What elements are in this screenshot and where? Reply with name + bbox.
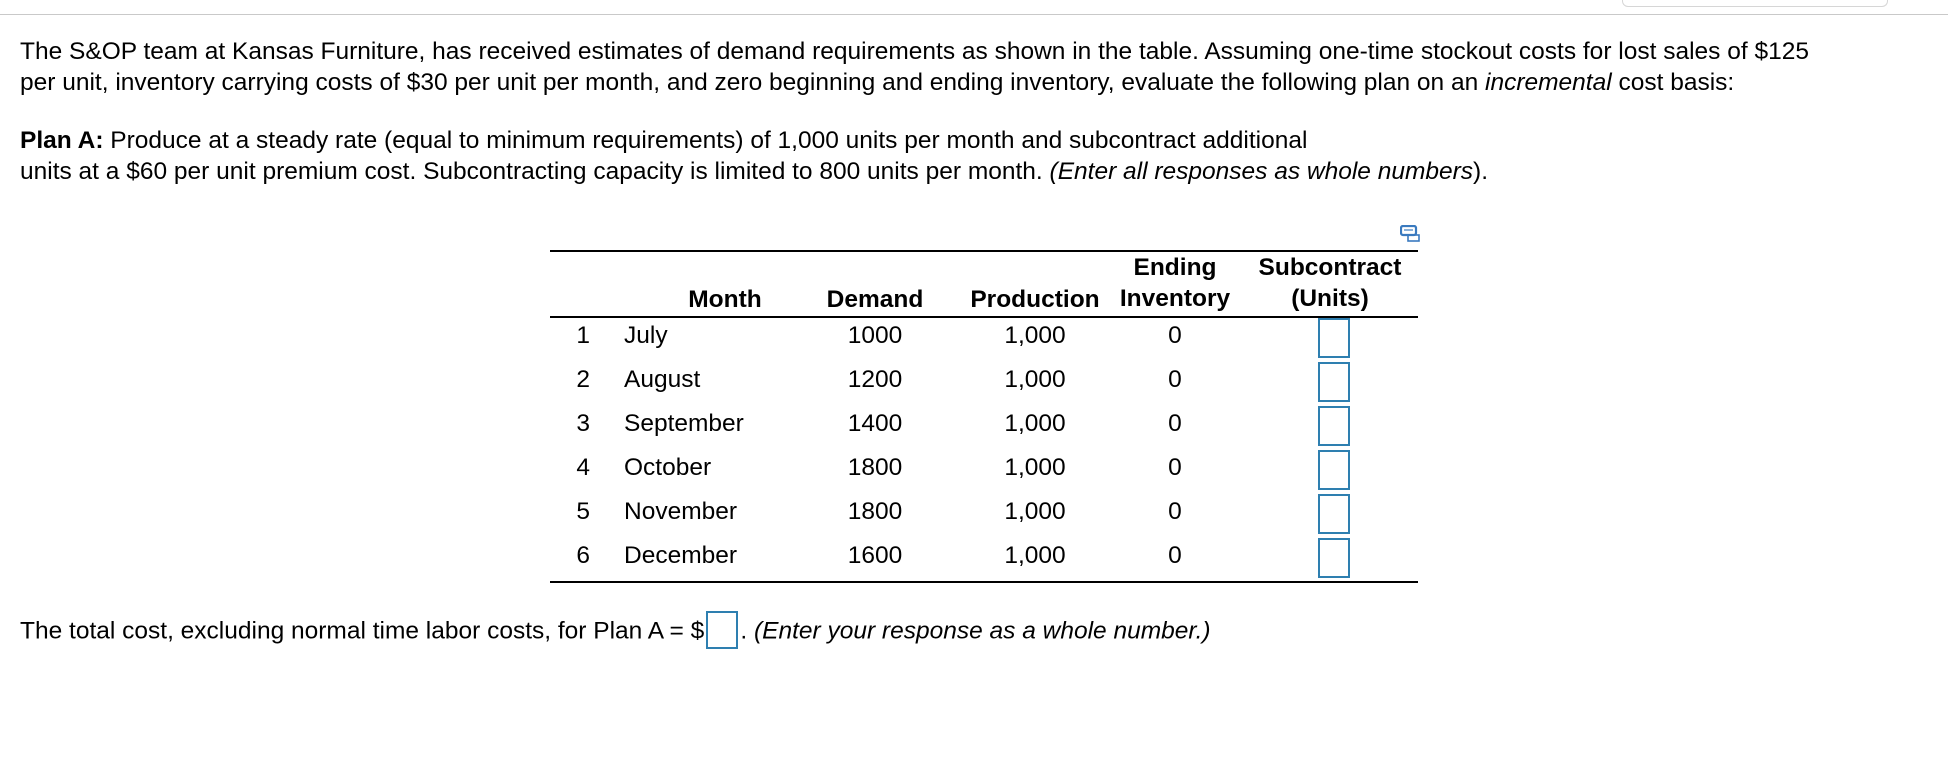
month-cell: September bbox=[624, 410, 744, 437]
subcontract-input[interactable] bbox=[1318, 406, 1350, 446]
total-cost-period: . bbox=[740, 617, 754, 645]
demand-cell: 1800 bbox=[847, 454, 903, 481]
total-cost-prompt: The total cost, excluding normal time labor costs, for Plan A = $ bbox=[20, 617, 705, 645]
table-row bbox=[550, 364, 1418, 408]
production-cell: 1,000 bbox=[1004, 454, 1066, 481]
row-number: 4 bbox=[576, 454, 590, 481]
production-cell: 1,000 bbox=[1004, 498, 1066, 525]
plan-line-2-end: ). bbox=[1473, 158, 1489, 185]
total-cost-instruction: (Enter your response as a whole number.) bbox=[753, 617, 1211, 645]
plan-line-1-text: Produce at a steady rate (equal to minimum requirements) of 1,000 units per month and subcontract additional bbox=[103, 127, 1308, 154]
production-cell: 1,000 bbox=[1004, 322, 1066, 349]
header-ending-inventory bbox=[1100, 252, 1250, 314]
header-ending-line-1: Ending bbox=[1133, 254, 1217, 281]
plan-line-2-italic: (Enter all responses as whole numbers bbox=[1049, 158, 1474, 185]
subcontract-input[interactable] bbox=[1318, 538, 1350, 578]
row-number: 5 bbox=[576, 498, 590, 525]
month-cell: December bbox=[624, 542, 738, 569]
total-cost-line bbox=[20, 615, 1211, 649]
ending-inventory-cell: 0 bbox=[1168, 498, 1182, 525]
row-number: 3 bbox=[576, 410, 590, 437]
plan-label: Plan A: bbox=[20, 127, 104, 154]
table-row bbox=[550, 452, 1418, 496]
row-number: 2 bbox=[576, 366, 590, 393]
demand-cell: 1400 bbox=[847, 410, 903, 437]
ending-inventory-cell: 0 bbox=[1168, 366, 1182, 393]
table-header-rule bbox=[550, 316, 1418, 318]
table-row bbox=[550, 540, 1418, 584]
plan-line-2-text: units at a $60 per unit premium cost. Subcontracting capacity is limited to 800 units per month. bbox=[20, 158, 1050, 185]
header-demand: Demand bbox=[826, 286, 924, 313]
plan-line-2 bbox=[20, 156, 1488, 187]
plan-description bbox=[20, 125, 1488, 187]
production-cell: 1,000 bbox=[1004, 366, 1066, 393]
copy-icon[interactable] bbox=[1400, 225, 1422, 243]
intro-line-1: The S&OP team at Kansas Furniture, has received estimates of demand requirements as shown in the table. Assuming one-time stockout costs for lost sales of $125 bbox=[20, 38, 1809, 65]
ending-inventory-cell: 0 bbox=[1168, 322, 1182, 349]
total-cost-input[interactable] bbox=[706, 611, 738, 649]
intro-line-2 bbox=[20, 67, 1809, 98]
subcontract-input[interactable] bbox=[1318, 318, 1350, 358]
month-cell: October bbox=[624, 454, 712, 481]
table-row bbox=[550, 408, 1418, 452]
header-subcontract-line-2: (Units) bbox=[1291, 285, 1369, 312]
month-cell: August bbox=[624, 366, 701, 393]
ending-inventory-cell: 0 bbox=[1168, 454, 1182, 481]
ending-inventory-cell: 0 bbox=[1168, 542, 1182, 569]
month-cell: November bbox=[624, 498, 738, 525]
table-row bbox=[550, 496, 1418, 540]
header-ending-line-2: Inventory bbox=[1119, 285, 1231, 312]
month-cell: July bbox=[624, 322, 668, 349]
row-number: 1 bbox=[576, 322, 590, 349]
table-row bbox=[550, 320, 1418, 364]
table-bottom-rule bbox=[550, 581, 1418, 583]
intro-line-2-text: per unit, inventory carrying costs of $30 per unit per month, and zero beginning and ending inventory, evaluate the following plan on an bbox=[20, 69, 1486, 96]
top-tab-outline bbox=[1622, 0, 1888, 7]
header-subcontract-line-1: Subcontract bbox=[1258, 254, 1402, 281]
demand-cell: 1000 bbox=[847, 322, 903, 349]
subcontract-input[interactable] bbox=[1318, 494, 1350, 534]
row-number: 6 bbox=[576, 542, 590, 569]
demand-cell: 1600 bbox=[847, 542, 903, 569]
problem-intro bbox=[20, 36, 1809, 98]
top-divider bbox=[0, 14, 1948, 15]
ending-inventory-cell: 0 bbox=[1168, 410, 1182, 437]
subcontract-input[interactable] bbox=[1318, 362, 1350, 402]
header-subcontract bbox=[1240, 252, 1420, 314]
intro-line-2-italic: incremental bbox=[1485, 69, 1612, 96]
intro-line-2-end: cost basis: bbox=[1611, 69, 1735, 96]
header-production: Production bbox=[970, 286, 1100, 313]
subcontract-input[interactable] bbox=[1318, 450, 1350, 490]
plan-line-1 bbox=[20, 125, 1488, 156]
demand-cell: 1800 bbox=[847, 498, 903, 525]
production-cell: 1,000 bbox=[1004, 542, 1066, 569]
production-cell: 1,000 bbox=[1004, 410, 1066, 437]
demand-cell: 1200 bbox=[847, 366, 903, 393]
header-month: Month bbox=[688, 286, 762, 313]
